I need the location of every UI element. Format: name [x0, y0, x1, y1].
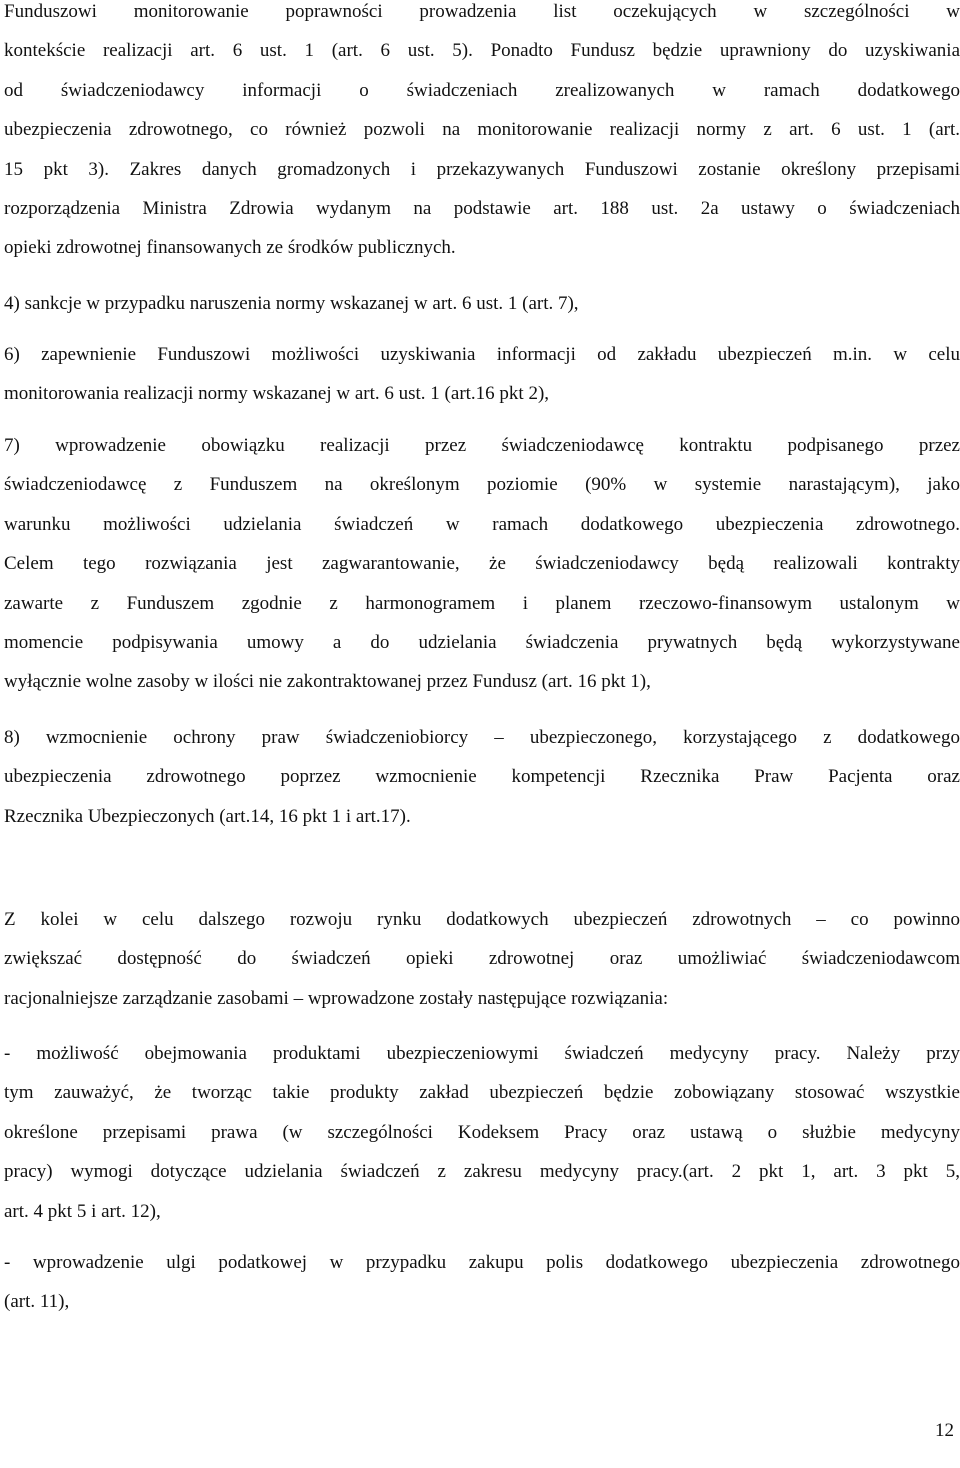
paragraph-intro [4, 900, 960, 1018]
text-line: wyłącznie wolne zasoby w ilości nie zakontraktowanej przez Fundusz (art. 16 pkt 1), [4, 671, 651, 693]
text-line: określone przepisami prawa (w szczególności Kodeksem Pracy oraz ustawą o służbie medycyny [4, 1121, 960, 1143]
text-line: art. 4 pkt 5 i art. 12), [4, 1200, 161, 1222]
text-line: 15 pkt 3). Zakres danych gromadzonych i przekazywanych Funduszowi zostanie określony przepisami [4, 158, 960, 180]
text-line: momencie podpisywania umowy a do udzielania świadczenia prywatnych będą wykorzystywane [4, 631, 960, 653]
text-line: pracy) wymogi dotyczące udzielania świadczeń z zakresu medycyny pracy.(art. 2 pkt 1, art. 3 pkt 5, [4, 1161, 960, 1183]
paragraph-bullet-1 [4, 1034, 960, 1231]
paragraph-continuation [4, 0, 960, 268]
text-line: Funduszowi monitorowanie poprawności prowadzenia list oczekujących w szczególności w [4, 1, 960, 22]
text-line: zawarte z Funduszem zgodnie z harmonogramem i planem rzeczowo-finansowym ustalonym w [4, 592, 960, 614]
paragraph-item-8 [4, 718, 960, 836]
text-line: świadczeniodawcę z Funduszem na określonym poziomie (90% w systemie narastającym), jako [4, 474, 960, 496]
paragraph-bullet-2 [4, 1243, 960, 1322]
text-line: 4) sankcje w przypadku naruszenia normy wskazanej w art. 6 ust. 1 (art. 7), [4, 293, 579, 314]
text-line: opieki zdrowotnej finansowanych ze środków publicznych. [4, 237, 456, 259]
text-line: ubezpieczenia zdrowotnego poprzez wzmocnienie kompetencji Rzecznika Praw Pacjenta oraz [4, 766, 960, 788]
text-line: 6) zapewnienie Funduszowi możliwości uzyskiwania informacji od zakładu ubezpieczeń m.in. w celu [4, 344, 960, 365]
paragraph-item-4 [4, 284, 960, 323]
text-line: - wprowadzenie ulgi podatkowej w przypadku zakupu polis dodatkowego ubezpieczenia zdrowotnego [4, 1252, 960, 1273]
text-line: 7) wprowadzenie obowiązku realizacji przez świadczeniodawcę kontraktu podpisanego przez [4, 435, 960, 456]
text-line: (art. 11), [4, 1291, 70, 1313]
text-line: warunku możliwości udzielania świadczeń w ramach dodatkowego ubezpieczenia zdrowotnego. [4, 513, 960, 535]
text-line: Z kolei w celu dalszego rozwoju rynku dodatkowych ubezpieczeń zdrowotnych – co powinno [4, 909, 960, 930]
text-line: zwiększać dostępność do świadczeń opieki zdrowotnej oraz umożliwiać świadczeniodawcom [4, 948, 960, 970]
text-line: ubezpieczenia zdrowotnego, co również pozwoli na monitorowanie realizacji normy z art. 6 ust. 1 (art. [4, 119, 960, 141]
text-line: monitorowania realizacji normy wskazanej w art. 6 ust. 1 (art.16 pkt 2), [4, 383, 550, 405]
text-line: od świadczeniodawcy informacji o świadczeniach zrealizowanych w ramach dodatkowego [4, 79, 960, 101]
text-line: Celem tego rozwiązania jest zagwarantowanie, że świadczeniodawcy będą realizowali kontrakty [4, 553, 960, 575]
text-line: kontekście realizacji art. 6 ust. 1 (art. 6 ust. 5). Ponadto Fundusz będzie uprawniony do uzyskiwania [4, 40, 960, 62]
text-line: 8) wzmocnienie ochrony praw świadczeniobiorcy – ubezpieczonego, korzystającego z dodatkowego [4, 727, 960, 748]
page-number: 12 [935, 1420, 954, 1441]
paragraph-item-7 [4, 426, 960, 702]
text-line: rozporządzenia Ministra Zdrowia wydanym na podstawie art. 188 ust. 2a ustawy o świadczeniach [4, 197, 960, 219]
text-line: racjonalniejsze zarządzanie zasobami – wprowadzone zostały następujące rozwiązania: [4, 987, 669, 1009]
paragraph-item-6 [4, 335, 960, 414]
text-line: tym zauważyć, że tworząc takie produkty zakład ubezpieczeń będzie zobowiązany stosować wszystkie [4, 1082, 960, 1104]
text-line: Rzecznika Ubezpieczonych (art.14, 16 pkt 1 i art.17). [4, 805, 411, 827]
text-line: - możliwość obejmowania produktami ubezpieczeniowymi świadczeń medycyny pracy. Należy przy [4, 1043, 960, 1064]
